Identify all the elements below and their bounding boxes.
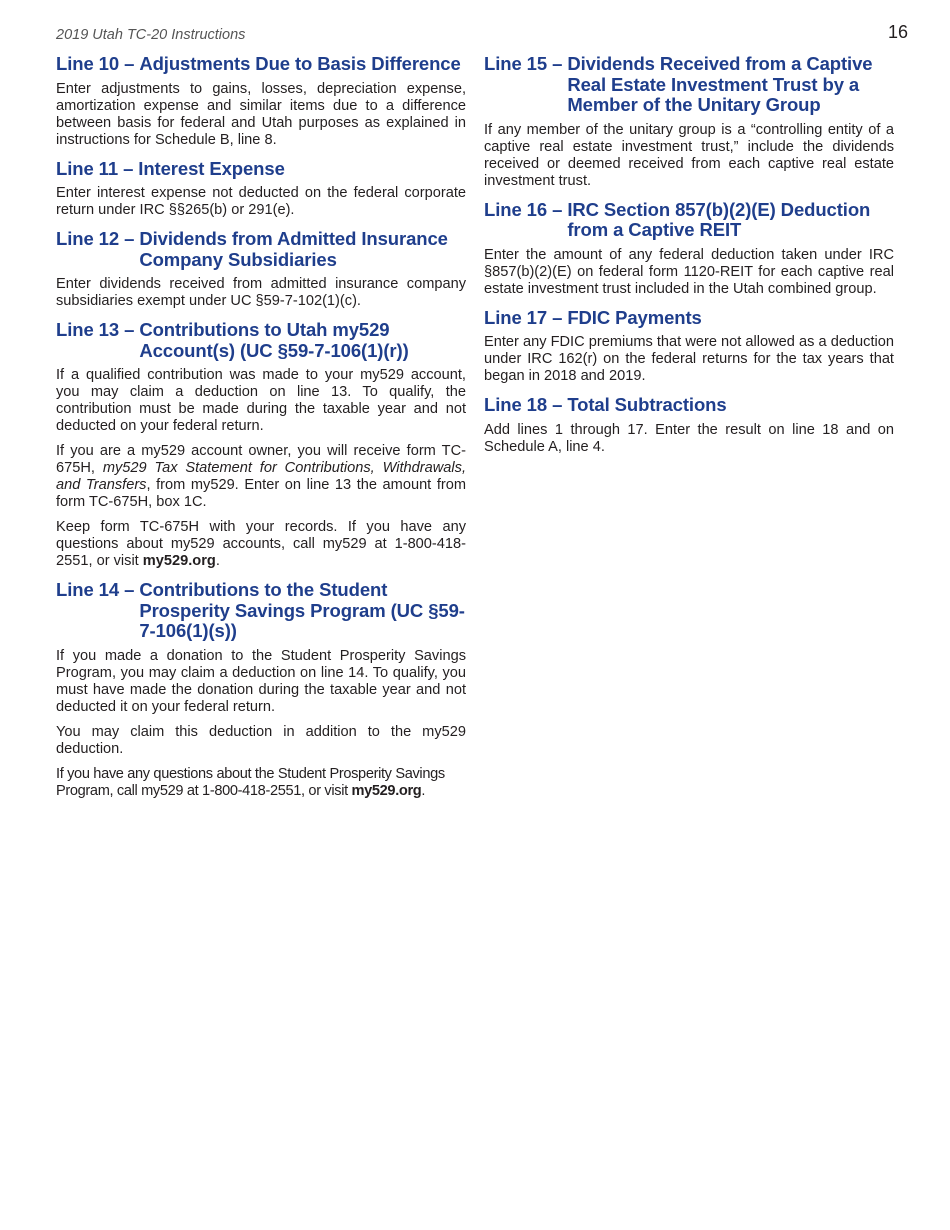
line-14-paragraph-2: You may claim this deduction in addition to the my529 deduction.	[56, 723, 466, 757]
line-10-title: Adjustments Due to Basis Difference	[139, 53, 461, 74]
line-12-number: Line 12 –	[56, 228, 140, 249]
line-11-heading	[56, 159, 466, 180]
line-16-paragraph: Enter the amount of any federal deduction taken under IRC §857(b)(2)(E) on federal form 1120-REIT for each captive real estate investment trust included in the Utah combined group.	[484, 246, 894, 297]
line-13-p3-text-a: Keep form TC-675H with your records. If you have any questions about my529 accounts, call my529 at 1-800-418-2551, or visit	[56, 519, 466, 569]
right-column	[484, 54, 894, 466]
line-13-p3-text-b: .	[215, 553, 220, 569]
line-11-paragraph: Enter interest expense not deducted on the federal corporate return under IRC §§265(b) or 291(e).	[56, 185, 466, 218]
line-13-p2-text-b: , from my529. Enter on line 13 the amount from form TC-675H, box 1C.	[56, 477, 467, 510]
line-13-paragraph-1: If a qualified contribution was made to your my529 account, you may claim a deduction on line 13. To qualify, the contribution must be made during the taxable year and not deducted on your federal return.	[56, 367, 466, 434]
line-13-title: Contributions to Utah my529 Account(s) (UC §59-7-106(1)(r))	[139, 319, 409, 361]
line-18-title: Total Subtractions	[567, 394, 727, 415]
left-column	[56, 54, 466, 810]
line-13-heading	[56, 320, 466, 361]
line-13-paragraph-2	[56, 443, 466, 511]
line-10-heading	[56, 54, 466, 75]
form-title-italic: my529 Tax Statement for Contributions, Withdrawals, and Transfers	[56, 460, 466, 493]
section-line-17	[484, 308, 894, 386]
line-13-p2-text-a: If you are a my529 account owner, you will receive form TC-675H,	[56, 443, 466, 476]
line-17-number: Line 17 –	[484, 306, 568, 328]
line-12-heading	[56, 229, 466, 270]
line-18-heading	[484, 395, 894, 416]
line-15-paragraph: If any member of the unitary group is a “controlling entity of a captive real estate investment trust,” include the dividends received or deemed received from each captive real estate investment trust.	[484, 121, 894, 189]
line-15-heading	[484, 54, 894, 116]
section-line-15	[484, 54, 894, 190]
line-14-paragraph-3	[56, 766, 466, 800]
line-15-number: Line 15 –	[484, 53, 568, 74]
line-10-number: Line 10 –	[56, 53, 140, 74]
line-13-paragraph-3	[56, 519, 466, 570]
section-line-14	[56, 580, 466, 800]
line-16-number: Line 16 –	[484, 198, 568, 220]
line-12-title: Dividends from Admitted Insurance Company Subsidiaries	[139, 228, 448, 270]
line-11-number: Line 11 –	[56, 157, 139, 179]
line-10-paragraph: Enter adjustments to gains, losses, depreciation expense, amortization expense and similar items due to a difference between basis for federal and Utah purposes as explained in instructions for Schedule B, line 8.	[56, 80, 466, 148]
line-14-heading	[56, 580, 466, 642]
line-14-number: Line 14 –	[56, 579, 140, 600]
section-line-18	[484, 395, 894, 456]
line-17-title: FDIC Payments	[567, 306, 702, 328]
line-12-paragraph: Enter dividends received from admitted insurance company subsidiaries exempt under UC §59-7-102(1)(c).	[56, 276, 466, 309]
line-17-paragraph: Enter any FDIC premiums that were not allowed as a deduction under IRC 162(r) on the federal returns for the tax years that began in 2018 and 2019.	[484, 334, 894, 384]
line-11-title: Interest Expense	[138, 157, 285, 179]
line-18-paragraph: Add lines 1 through 17. Enter the result on line 18 and on Schedule A, line 4.	[484, 421, 894, 455]
line-14-p3-text-a: If you have any questions about the Student Prosperity Savings Program, call my529 at 1-800-418-2551, or visit	[56, 765, 445, 799]
line-13-number: Line 13 –	[56, 319, 140, 340]
line-14-paragraph-1: If you made a donation to the Student Prosperity Savings Program, you may claim a deduction on line 14. To qualify, you must have made the donation during the taxable year and not deducted it on your federal return.	[56, 647, 466, 715]
section-line-12	[56, 229, 466, 310]
my529-website-link-2: my529.org	[351, 782, 422, 799]
page-number: 16	[888, 22, 909, 42]
line-15-title: Dividends Received from a Captive Real Estate Investment Trust by a Member of the Unitary Group	[567, 53, 873, 115]
running-head: 2019 Utah TC-20 Instructions	[56, 27, 246, 43]
section-line-16	[484, 200, 894, 298]
line-18-number: Line 18 –	[484, 394, 568, 415]
line-14-p3-text-b: .	[421, 782, 426, 799]
section-line-11	[56, 159, 466, 220]
line-14-title: Contributions to the Student Prosperity Savings Program (UC §59-7-106(1)(s))	[139, 579, 465, 641]
my529-website-link: my529.org	[142, 553, 216, 569]
line-17-heading	[484, 308, 894, 329]
line-16-heading	[484, 200, 894, 241]
section-line-13	[56, 320, 466, 570]
line-16-title: IRC Section 857(b)(2)(E) Deduction from a Captive REIT	[567, 198, 871, 240]
section-line-10	[56, 54, 466, 149]
